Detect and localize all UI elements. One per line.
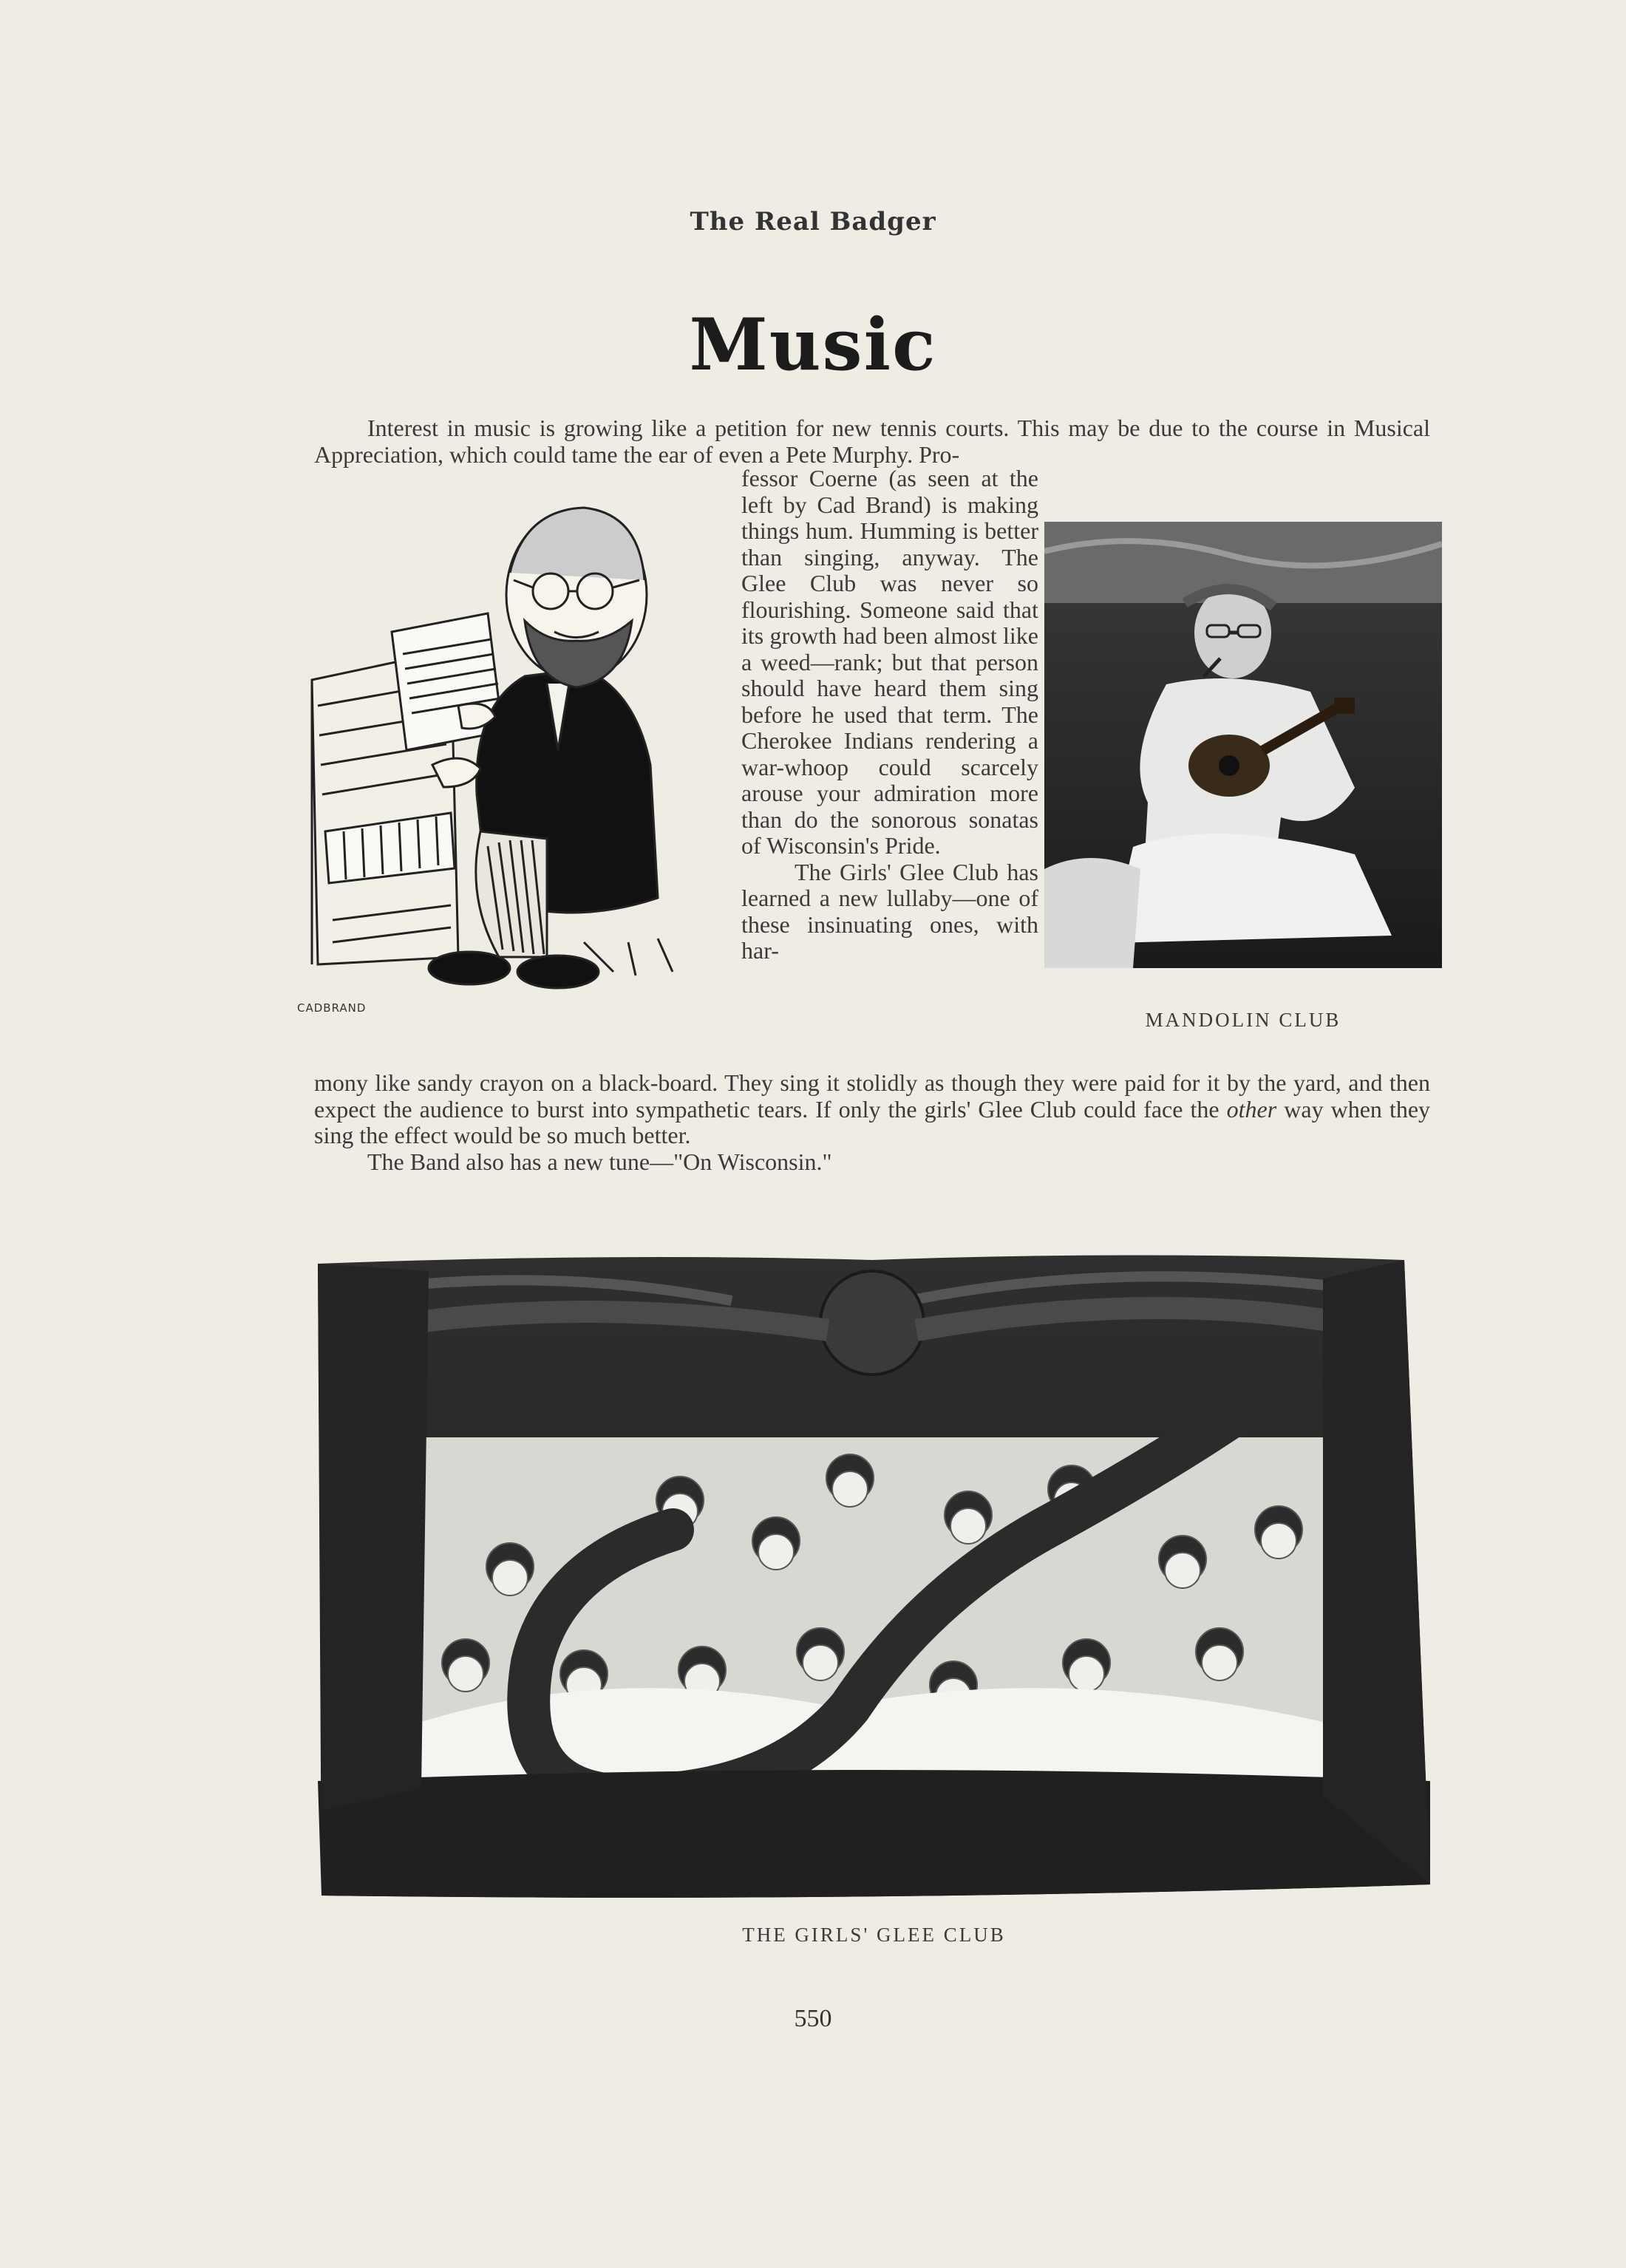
emphasis-other: other bbox=[1226, 1095, 1277, 1123]
text-run: way when they sing the effect would be so much better. bbox=[314, 1095, 1431, 1148]
section-title: Music bbox=[689, 303, 937, 386]
caricature-drawing bbox=[303, 484, 728, 1031]
glee-club-framed-image bbox=[318, 1249, 1430, 1903]
paragraph-band: The Band also has a new tune—"On Wisconsin." bbox=[367, 1148, 832, 1175]
paragraph-professor: fessor Coerne (as seen at the left by Cad Brand) is making things hum. Humming is better than singing, anyway. The Glee Club was never so flourishing. Someone said that its growth had been almost like a weed—rank; but that person should have heard them sing before he used that term. The Cherokee Indians rendering a war-whoop could scarcely arouse your admiration more than do the sonorous sonatas of Wisconsin's Pride. bbox=[741, 465, 1038, 859]
running-head: The Real Badger bbox=[690, 207, 936, 236]
page-number: 550 bbox=[794, 2005, 832, 2032]
mandolin-caption: MANDOLIN CLUB bbox=[1145, 1009, 1341, 1031]
girls-glee-club-photo bbox=[318, 1249, 1430, 1903]
cartoon-signature: CADBRAND bbox=[297, 1001, 367, 1015]
article-text-bottom bbox=[314, 1070, 1430, 1175]
mandolin-club-photo bbox=[1044, 522, 1442, 968]
mandolin-photo-image bbox=[1044, 522, 1442, 968]
professor-caricature bbox=[297, 484, 728, 1031]
text-run: mony like sandy crayon on a black-board. They sing it stolidly as though they were paid for it by the yard, and then expect the audience to burst into sympathetic tears. If only the girls' Glee Club could face the bbox=[314, 1069, 1430, 1123]
article-text-top bbox=[314, 415, 1430, 468]
paragraph-girls-glee: The Girls' Glee Club has learned a new lullaby—one of these insinuating ones, with har- bbox=[741, 858, 1038, 964]
paragraph-girls-glee-cont bbox=[314, 1070, 1430, 1149]
glee-club-caption: THE GIRLS' GLEE CLUB bbox=[742, 1924, 1006, 1946]
article-text-column bbox=[741, 466, 1038, 964]
paragraph-intro: Interest in music is growing like a petition for new tennis courts. This may be due to the course in Musical Appreciation, which could tame the ear of even a Pete Murphy. Pro- bbox=[314, 415, 1430, 468]
